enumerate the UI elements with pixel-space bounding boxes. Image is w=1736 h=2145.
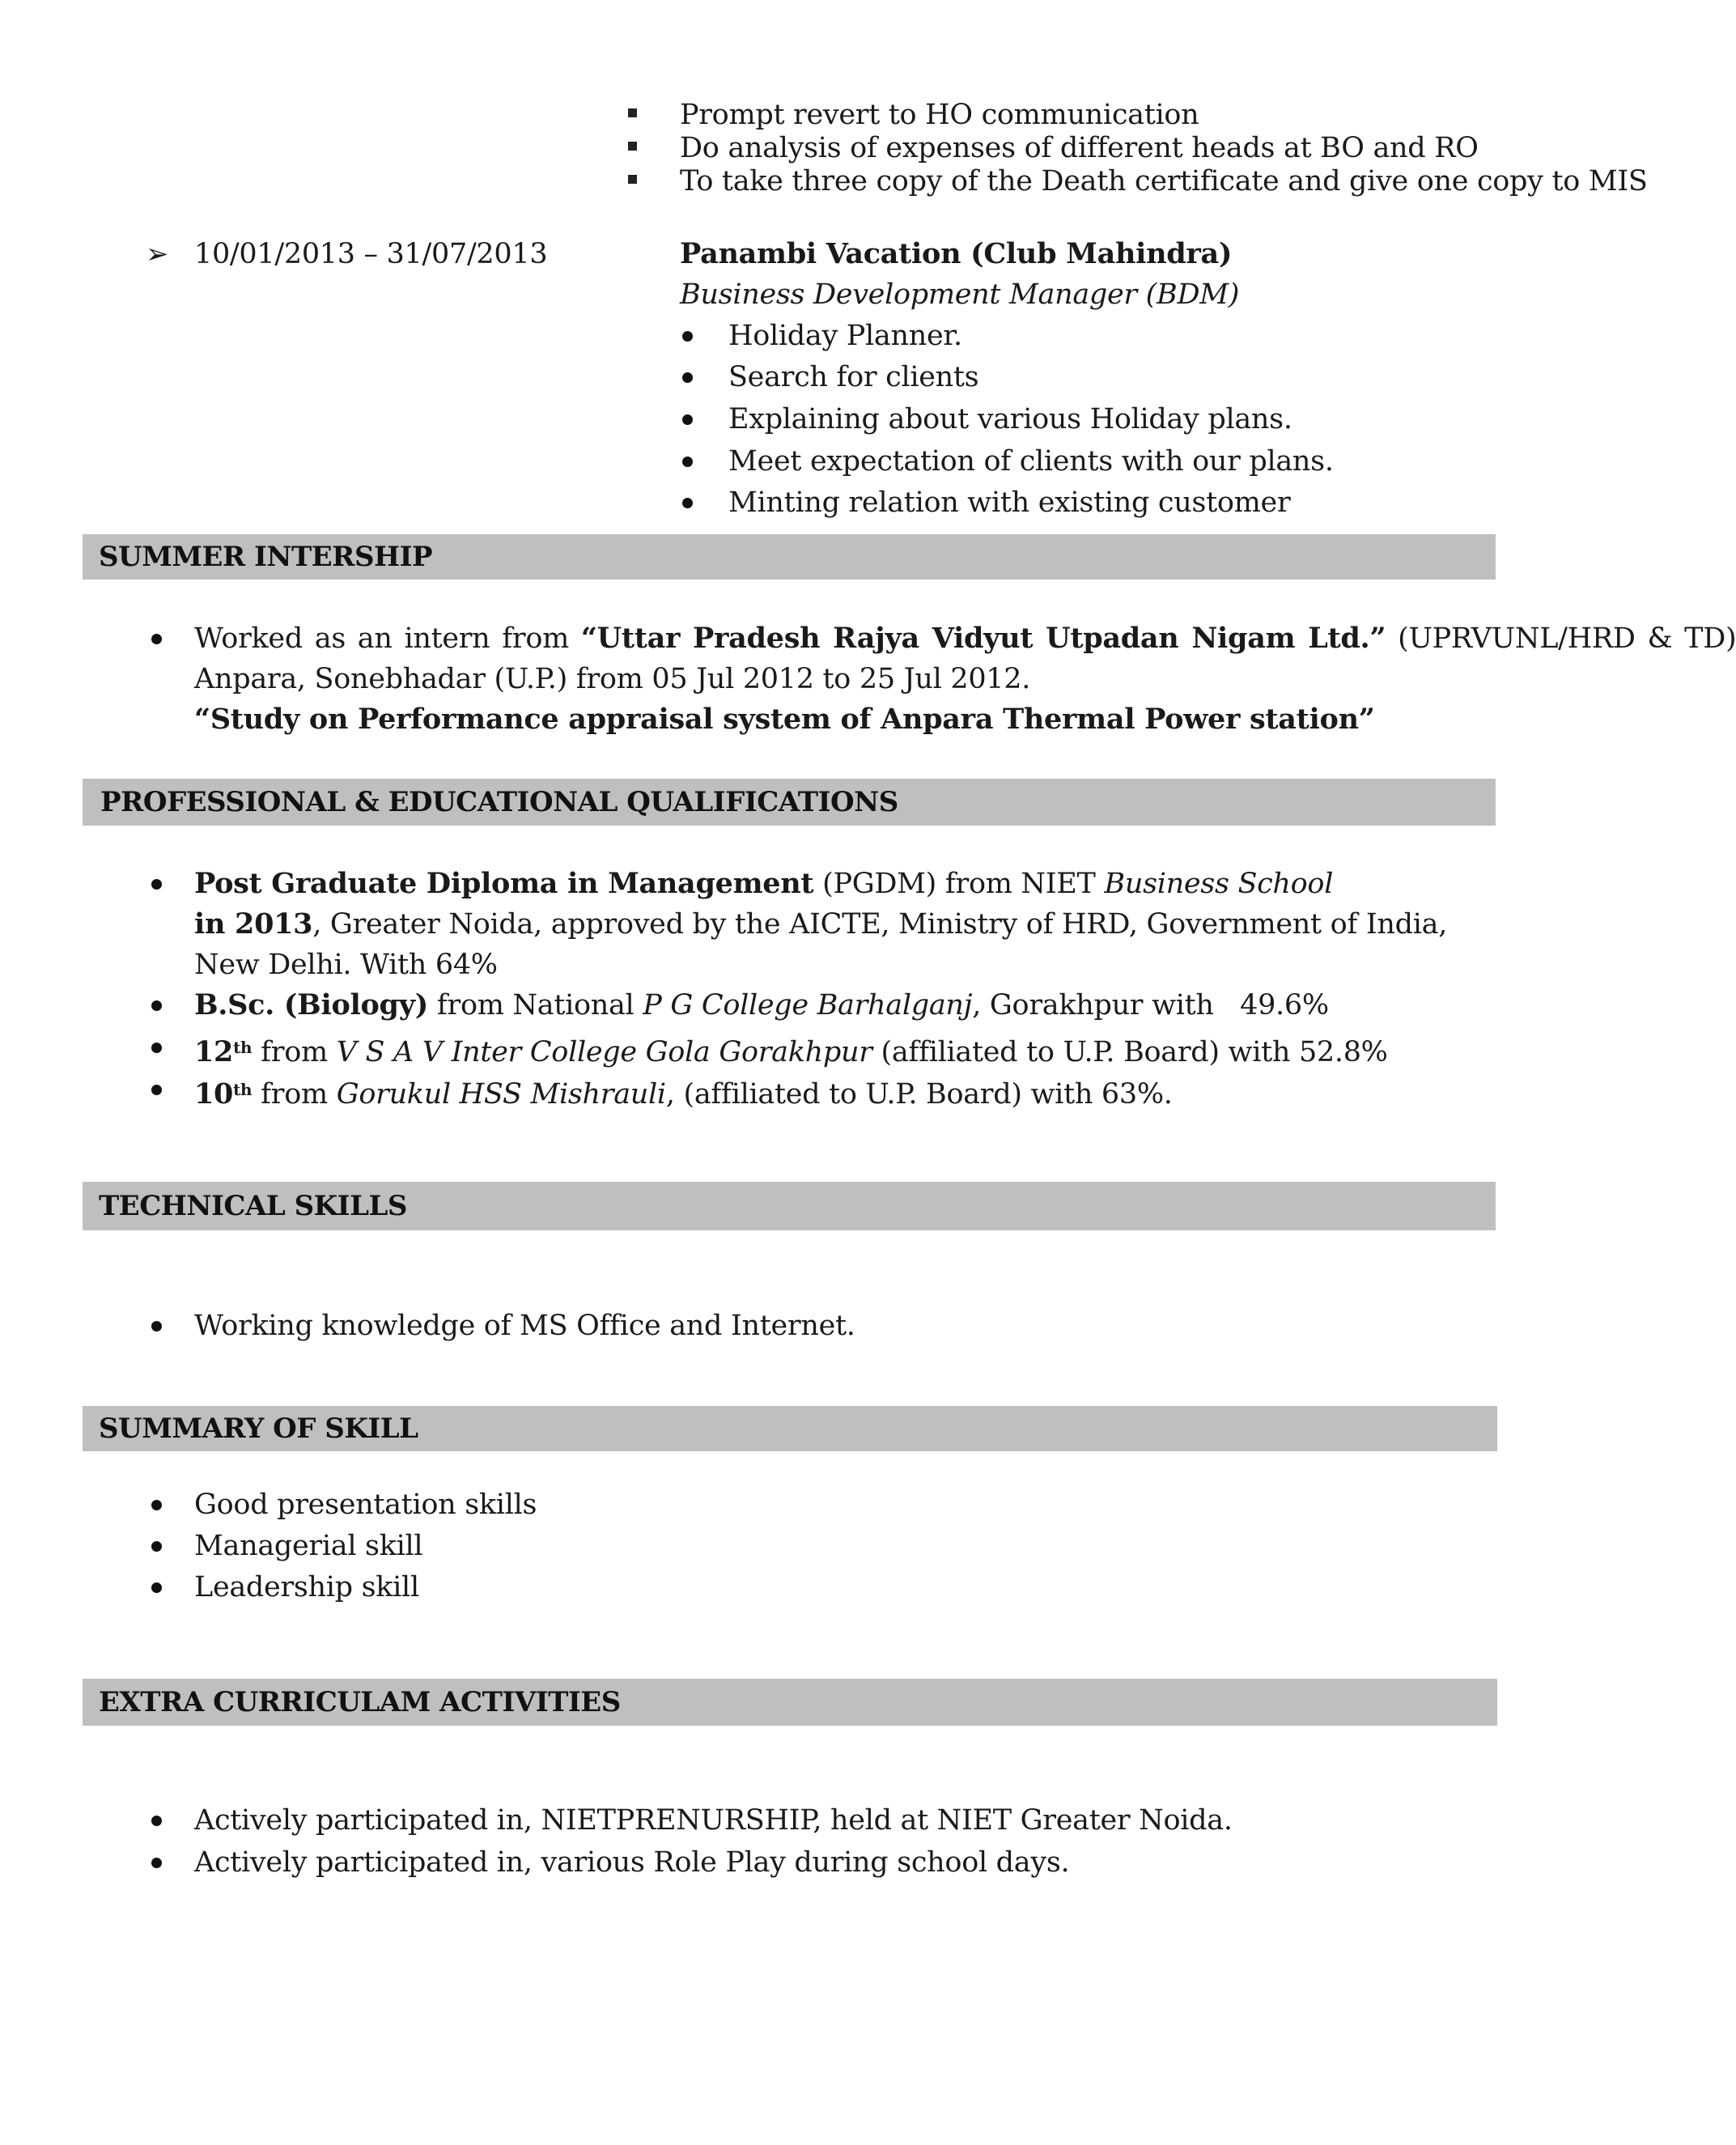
qual-bsc-pre: from National: [428, 989, 643, 1022]
qual-pgdm-line-1: [194, 864, 1333, 904]
section-title: TECHNICAL SKILLS: [99, 1190, 407, 1222]
section-header-technical: [83, 1182, 1496, 1230]
qual-tenth-num: 10: [194, 1077, 234, 1111]
bullet-icon: [151, 1816, 162, 1826]
qual-tenth: [194, 1069, 1173, 1115]
arrow-bullet-icon: ➢: [146, 238, 169, 270]
qual-bsc-title: B.Sc. (Biology): [194, 988, 429, 1022]
internship-line-2: Anpara, Sonebhadar (U.P.) from 05 Jul 2012 to 25 Jul 2012.: [194, 663, 1031, 695]
square-bullet-icon: [628, 175, 637, 184]
qual-pgdm-rest: (PGDM) from NIET: [813, 868, 1105, 900]
section-title: SUMMER INTERSHIP: [99, 541, 433, 573]
top-bullet-item: To take three copy of the Death certificate and give one copy to MIS: [680, 165, 1648, 198]
square-bullet-icon: [628, 142, 637, 151]
bullet-icon: [151, 1321, 162, 1332]
qual-twelfth-pre: from: [252, 1036, 337, 1068]
job-duty: Meet expectation of clients with our plans.: [728, 445, 1334, 478]
qual-bsc-post: , Gorakhpur with 49.6%: [972, 989, 1329, 1022]
qual-bsc: [194, 985, 1329, 1026]
qual-twelfth-sup: th: [233, 1038, 253, 1057]
qual-tenth-post: , (affiliated to U.P. Board) with 63%.: [665, 1078, 1173, 1111]
job-duty: Explaining about various Holiday plans.: [728, 403, 1292, 435]
qual-pgdm-location: , Greater Noida, approved by the AICTE, Ministry of HRD, Government of India,: [312, 908, 1448, 941]
qual-twelfth-post: (affiliated to U.P. Board) with 52.8%: [872, 1036, 1388, 1068]
job-role: Business Development Manager (BDM): [680, 278, 1240, 311]
extra-item: Actively participated in, various Role Play during school days.: [194, 1846, 1070, 1879]
bullet-icon: [151, 634, 162, 644]
summary-item: Leadership skill: [194, 1571, 419, 1603]
qual-twelfth: [194, 1027, 1388, 1072]
bullet-icon: [151, 1000, 162, 1011]
qual-twelfth-college: V S A V Inter College Gola Gorakhpur: [336, 1036, 872, 1068]
section-title: PROFESSIONAL & EDUCATIONAL QUALIFICATIONS: [100, 786, 898, 818]
bullet-icon: [151, 879, 162, 890]
section-title: EXTRA CURRICULAM ACTIVITIES: [99, 1686, 621, 1718]
technical-item: Working knowledge of MS Office and Internet.: [194, 1310, 855, 1342]
bullet-icon: [151, 1085, 162, 1095]
top-bullet-item: Prompt revert to HO communication: [680, 99, 1199, 131]
extra-item: Actively participated in, NIETPRENURSHIP, held at NIET Greater Noida.: [194, 1804, 1233, 1837]
square-bullet-icon: [628, 108, 637, 117]
qual-tenth-sup: th: [233, 1080, 253, 1099]
internship-post: (UPRVUNL/HRD & TD): [1386, 622, 1736, 655]
job-duty: Minting relation with existing customer: [728, 486, 1291, 519]
bullet-icon: [151, 1500, 162, 1510]
qual-tenth-school: Gorukul HSS Mishrauli: [336, 1078, 666, 1111]
section-header-extra: [83, 1679, 1497, 1726]
bullet-icon: [151, 1858, 162, 1868]
job-dates: 10/01/2013 – 31/07/2013: [194, 238, 548, 270]
qual-pgdm-school: Business School: [1104, 868, 1334, 900]
top-bullet-item: Do analysis of expenses of different heads at BO and RO: [680, 132, 1479, 164]
section-header-qualifications: [83, 779, 1496, 826]
qual-pgdm-year: in 2013: [194, 907, 313, 941]
section-header-internship: [83, 534, 1496, 580]
section-title: SUMMARY OF SKILL: [99, 1412, 418, 1445]
internship-org: “Uttar Pradesh Rajya Vidyut Utpadan Nigam Ltd.”: [580, 622, 1386, 655]
bullet-icon: [151, 1582, 162, 1593]
bullet-icon: [682, 457, 693, 467]
bullet-icon: [682, 414, 693, 425]
bullet-icon: [151, 1043, 162, 1053]
bullet-icon: [682, 498, 693, 508]
internship-pre: Worked as an intern from: [194, 622, 581, 655]
qual-pgdm-line-2: [194, 904, 1447, 945]
summary-item: Managerial skill: [194, 1530, 423, 1562]
bullet-icon: [151, 1541, 162, 1552]
qual-pgdm-title: Post Graduate Diploma in Management: [194, 867, 814, 900]
job-company: Panambi Vacation (Club Mahindra): [680, 237, 1233, 270]
section-header-summary: [83, 1406, 1497, 1451]
qual-tenth-pre: from: [252, 1078, 337, 1111]
bullet-icon: [682, 372, 693, 383]
qual-bsc-college: P G College Barhalganj: [643, 989, 973, 1022]
job-duty: Search for clients: [728, 361, 979, 393]
bullet-icon: [682, 331, 693, 342]
internship-project: “Study on Performance appraisal system of Anpara Thermal Power station”: [194, 703, 1375, 736]
job-duty: Holiday Planner.: [728, 320, 962, 352]
internship-line-1: [194, 618, 1736, 659]
qual-twelfth-num: 12: [194, 1035, 234, 1068]
summary-item: Good presentation skills: [194, 1489, 537, 1521]
qual-pgdm-line-3: New Delhi. With 64%: [194, 949, 498, 981]
